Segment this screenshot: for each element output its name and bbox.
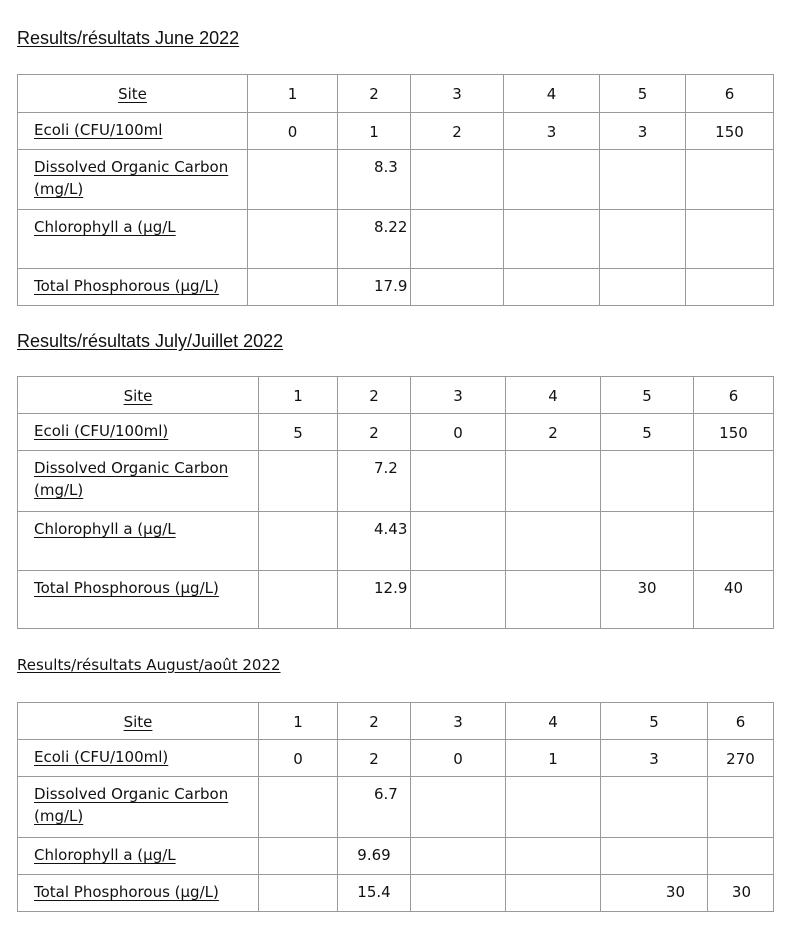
results-table-july: [17, 376, 774, 629]
value-cell: [506, 838, 601, 875]
table-row-ecoli: [18, 740, 774, 777]
value-cell: [601, 451, 694, 512]
site-number-cell: 2: [338, 377, 411, 414]
value-cell: [600, 269, 686, 306]
value-cell: [708, 838, 774, 875]
site-number-cell: 3: [411, 703, 506, 740]
table-row-doc: [18, 150, 774, 210]
value-cell: [686, 150, 774, 210]
value-cell: [411, 451, 506, 512]
row-label-cell: Total Phosphorous (µg/L): [18, 571, 259, 629]
value-cell: [504, 150, 600, 210]
table-row-ecoli: [18, 414, 774, 451]
site-number-cell: 1: [259, 703, 338, 740]
table-row-doc: [18, 777, 774, 838]
row-label-cell: Ecoli (CFU/100ml): [18, 740, 259, 777]
site-number-cell: 4: [506, 377, 601, 414]
site-number-cell: 2: [338, 75, 411, 113]
row-label-cell: Dissolved Organic Carbon (mg/L): [18, 150, 248, 210]
row-label-cell: Total Phosphorous (µg/L): [18, 269, 248, 306]
site-number-cell: 4: [504, 75, 600, 113]
value-cell: 3: [504, 113, 600, 150]
site-header-cell: Site: [18, 377, 259, 414]
value-cell: 5: [601, 414, 694, 451]
row-label-cell: Dissolved Organic Carbon (mg/L): [18, 777, 259, 838]
site-number-cell: 5: [601, 377, 694, 414]
value-cell: 30: [708, 875, 774, 912]
value-cell: 8.22: [338, 210, 411, 269]
site-number-cell: 3: [411, 377, 506, 414]
value-cell: [259, 777, 338, 838]
value-cell: [411, 150, 504, 210]
value-cell: [411, 512, 506, 571]
value-cell: [411, 269, 504, 306]
value-cell: [259, 875, 338, 912]
value-cell: 2: [506, 414, 601, 451]
row-label-cell: Ecoli (CFU/100ml): [18, 414, 259, 451]
table-header-row: [18, 377, 774, 414]
results-table-june: [17, 74, 774, 306]
value-cell: [694, 512, 774, 571]
value-cell: [600, 210, 686, 269]
value-cell: [411, 571, 506, 629]
site-number-cell: 1: [259, 377, 338, 414]
site-number-cell: 1: [248, 75, 338, 113]
table-row-phosphorous: [18, 875, 774, 912]
value-cell: 30: [601, 875, 708, 912]
table-row-chlorophyll: [18, 210, 774, 269]
value-cell: 2: [411, 113, 504, 150]
value-cell: 0: [248, 113, 338, 150]
value-cell: [600, 150, 686, 210]
value-cell: 15.4: [338, 875, 411, 912]
value-cell: 0: [411, 740, 506, 777]
value-cell: 4.43: [338, 512, 411, 571]
value-cell: 1: [506, 740, 601, 777]
value-cell: [686, 210, 774, 269]
value-cell: [248, 150, 338, 210]
value-cell: 5: [259, 414, 338, 451]
value-cell: [504, 269, 600, 306]
site-number-cell: 3: [411, 75, 504, 113]
row-label-cell: Ecoli (CFU/100ml: [18, 113, 248, 150]
row-label-cell: Chlorophyll a (µg/L: [18, 210, 248, 269]
row-label-cell: Total Phosphorous (µg/L): [18, 875, 259, 912]
value-cell: 7.2: [338, 451, 411, 512]
value-cell: [259, 512, 338, 571]
value-cell: [411, 210, 504, 269]
value-cell: 150: [694, 414, 774, 451]
value-cell: 8.3: [338, 150, 411, 210]
site-header-cell: Site: [18, 75, 248, 113]
row-label-cell: Dissolved Organic Carbon (mg/L): [18, 451, 259, 512]
site-number-cell: 6: [708, 703, 774, 740]
value-cell: [259, 838, 338, 875]
site-number-cell: 2: [338, 703, 411, 740]
row-label-cell: Chlorophyll a (µg/L: [18, 838, 259, 875]
value-cell: [506, 875, 601, 912]
table-header-row: [18, 703, 774, 740]
value-cell: 12.9: [338, 571, 411, 629]
value-cell: 0: [259, 740, 338, 777]
value-cell: [506, 571, 601, 629]
value-cell: 150: [686, 113, 774, 150]
value-cell: [248, 210, 338, 269]
table-header-row: [18, 75, 774, 113]
table-row-phosphorous: [18, 269, 774, 306]
table-row-doc: [18, 451, 774, 512]
value-cell: [601, 838, 708, 875]
value-cell: 6.7: [338, 777, 411, 838]
value-cell: [411, 875, 506, 912]
value-cell: [506, 512, 601, 571]
value-cell: [411, 838, 506, 875]
value-cell: 1: [338, 113, 411, 150]
site-number-cell: 6: [694, 377, 774, 414]
value-cell: 2: [338, 414, 411, 451]
table-row-ecoli: [18, 113, 774, 150]
value-cell: [248, 269, 338, 306]
value-cell: 9.69: [338, 838, 411, 875]
results-table-august: [17, 702, 774, 912]
value-cell: [259, 571, 338, 629]
value-cell: 17.9: [338, 269, 411, 306]
value-cell: [506, 451, 601, 512]
site-header-cell: Site: [18, 703, 259, 740]
site-number-cell: 6: [686, 75, 774, 113]
table-row-chlorophyll: [18, 838, 774, 875]
value-cell: 2: [338, 740, 411, 777]
row-label-cell: Chlorophyll a (µg/L: [18, 512, 259, 571]
site-number-cell: 4: [506, 703, 601, 740]
value-cell: [506, 777, 601, 838]
table-row-phosphorous: [18, 571, 774, 629]
site-number-cell: 5: [601, 703, 708, 740]
section-title-june: Results/résultats June 2022: [17, 28, 240, 48]
value-cell: [411, 777, 506, 838]
value-cell: [694, 451, 774, 512]
site-number-cell: 5: [600, 75, 686, 113]
value-cell: 30: [601, 571, 694, 629]
value-cell: [686, 269, 774, 306]
value-cell: [504, 210, 600, 269]
section-title-july: Results/résultats July/Juillet 2022: [17, 331, 284, 351]
value-cell: 0: [411, 414, 506, 451]
value-cell: [259, 451, 338, 512]
value-cell: [708, 777, 774, 838]
value-cell: [601, 512, 694, 571]
value-cell: 3: [601, 740, 708, 777]
value-cell: 270: [708, 740, 774, 777]
value-cell: 40: [694, 571, 774, 629]
table-row-chlorophyll: [18, 512, 774, 571]
value-cell: 3: [600, 113, 686, 150]
section-title-august: Results/résultats August/août 2022: [17, 656, 281, 674]
value-cell: [601, 777, 708, 838]
